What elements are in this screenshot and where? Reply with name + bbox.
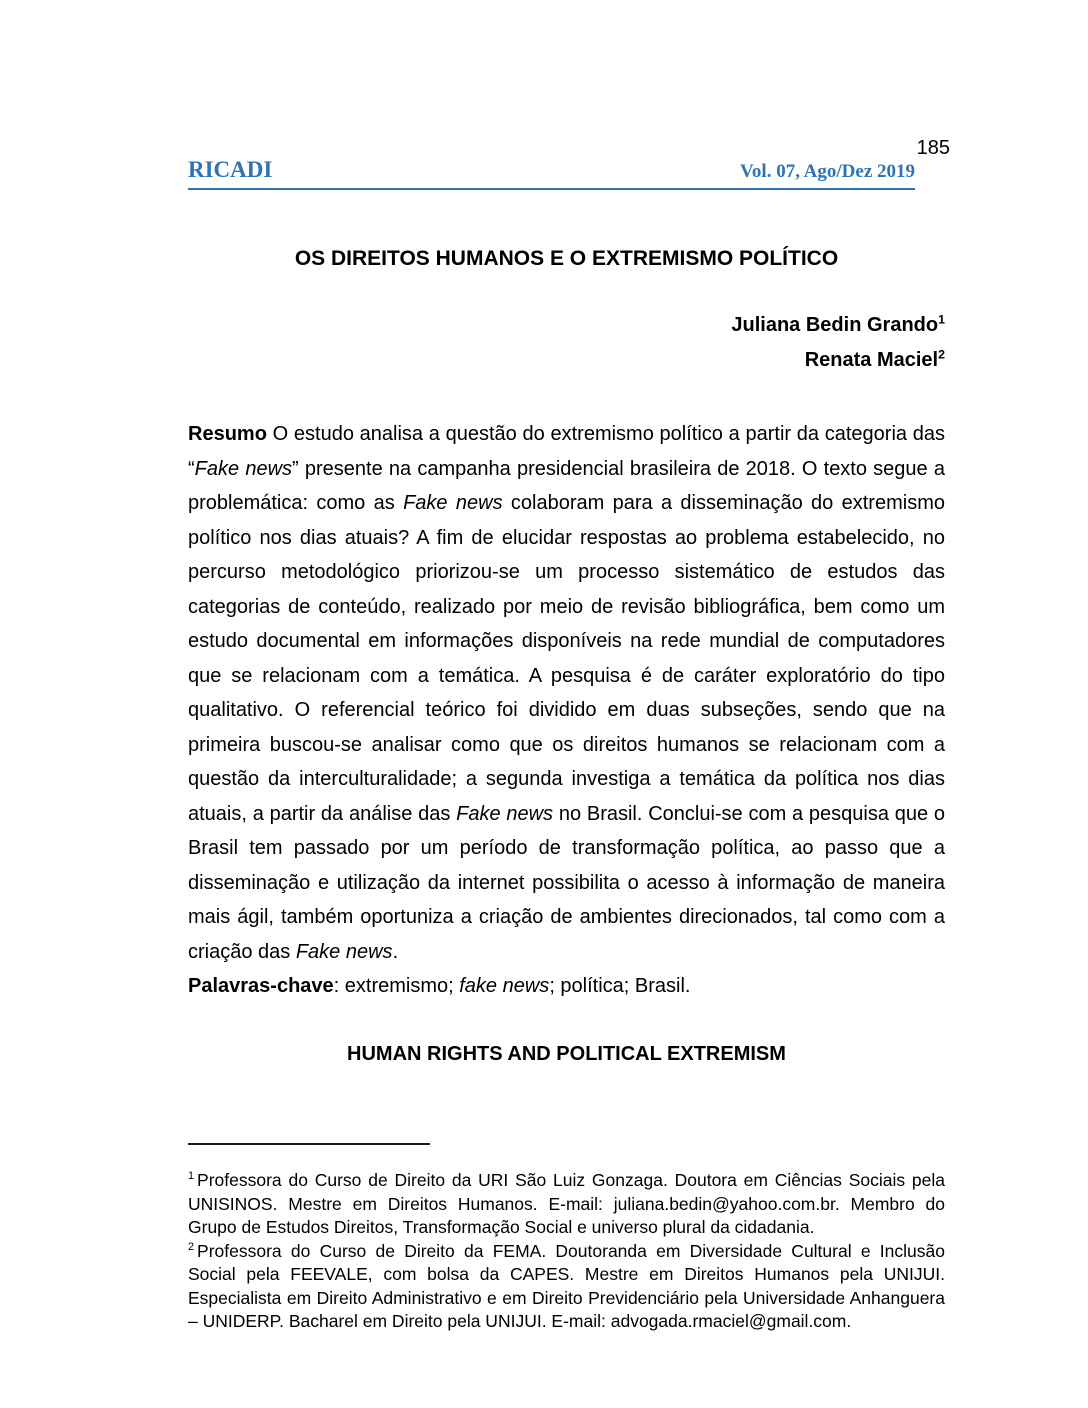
author-footnote-ref: 1: [938, 312, 945, 327]
journal-name: RICADI: [188, 157, 273, 182]
page-number: 185: [916, 137, 950, 159]
abstract-paragraph: Resumo O estudo analisa a questão do extremismo político a partir da categoria das “Fake news” presente na campanha presidencial brasileira de 2018. O texto segue a problemática: como as Fake news colaboram para a disseminação do extremismo político nos dias atuais? A fim de elucidar respostas ao problema estabelecido, no percurso metodológico priorizou-se um processo sistemático de estudos das categorias de conteúdo, realizado por meio de revisão bibliográfica, bem como um estudo documental em informações disponíveis na rede mundial de computadores que se relacionam com a temática. A pesquisa é de caráter exploratório do tipo qualitativo. O referencial teórico foi dividido em duas subseções, sendo que na primeira buscou-se analisar como que os direitos humanos se relacionam com a questão da interculturalidade; a segunda investiga a temática da política nos dias atuais, a partir da análise das Fake news no Brasil. Conclui-se com a pesquisa que o Brasil tem passado por um período de transformação política, ao passo que a disseminação e utilização da internet possibilita o acesso à informação de maneira mais ágil, também oportuniza a criação de ambientes direcionados, tal como com a criação das Fake news.: [188, 423, 945, 963]
footnote: [188, 1240, 945, 1334]
english-title: HUMAN RIGHTS AND POLITICAL EXTREMISM: [347, 1043, 786, 1065]
journal-header: [188, 157, 915, 190]
authors-block: [188, 308, 945, 377]
footnote-text: Professora do Curso de Direito da URI São Luiz Gonzaga. Doutora em Ciências Sociais pela UNISINOS. Mestre em Direitos Humanos. E-mail: juliana.bedin@yahoo.com.br. Membro do Grupo de Estudos Direitos, Transformação Social e universo plural da cidadania.: [188, 1170, 945, 1237]
author-name: Renata Maciel: [804, 348, 939, 371]
footnote-separator: [188, 1143, 430, 1145]
keywords-line: Palavras-chave: extremismo; fake news; política; Brasil.: [188, 975, 691, 997]
author-line: [188, 343, 945, 378]
footnotes-block: [188, 1169, 945, 1334]
article-title: OS DIREITOS HUMANOS E O EXTREMISMO POLÍTICO: [294, 247, 839, 270]
footnote-ref: 1: [188, 1170, 195, 1183]
footnote-ref: 2: [188, 1240, 195, 1253]
author-name: Juliana Bedin Grando: [731, 314, 939, 336]
volume-info: Vol. 07, Ago/Dez 2019: [739, 161, 915, 182]
author-footnote-ref: 2: [938, 346, 945, 361]
footnote-text: Professora do Curso de Direito da FEMA. Doutoranda em Diversidade Cultural e Inclusão Social pela FEEVALE, com bolsa da CAPES. Mestre em Direitos Humanos pela UNIJUI. Especialista em Direito Administrativo e em Direito Previdenciário pela Universidade Anhanguera – UNIDERP. Bacharel em Direito pela UNIJUI. E-mail: advogada.rmaciel@gmail.com.: [188, 1240, 945, 1331]
author-line: [188, 308, 945, 343]
abstract-block: [188, 417, 945, 1004]
footnote: [188, 1169, 945, 1240]
